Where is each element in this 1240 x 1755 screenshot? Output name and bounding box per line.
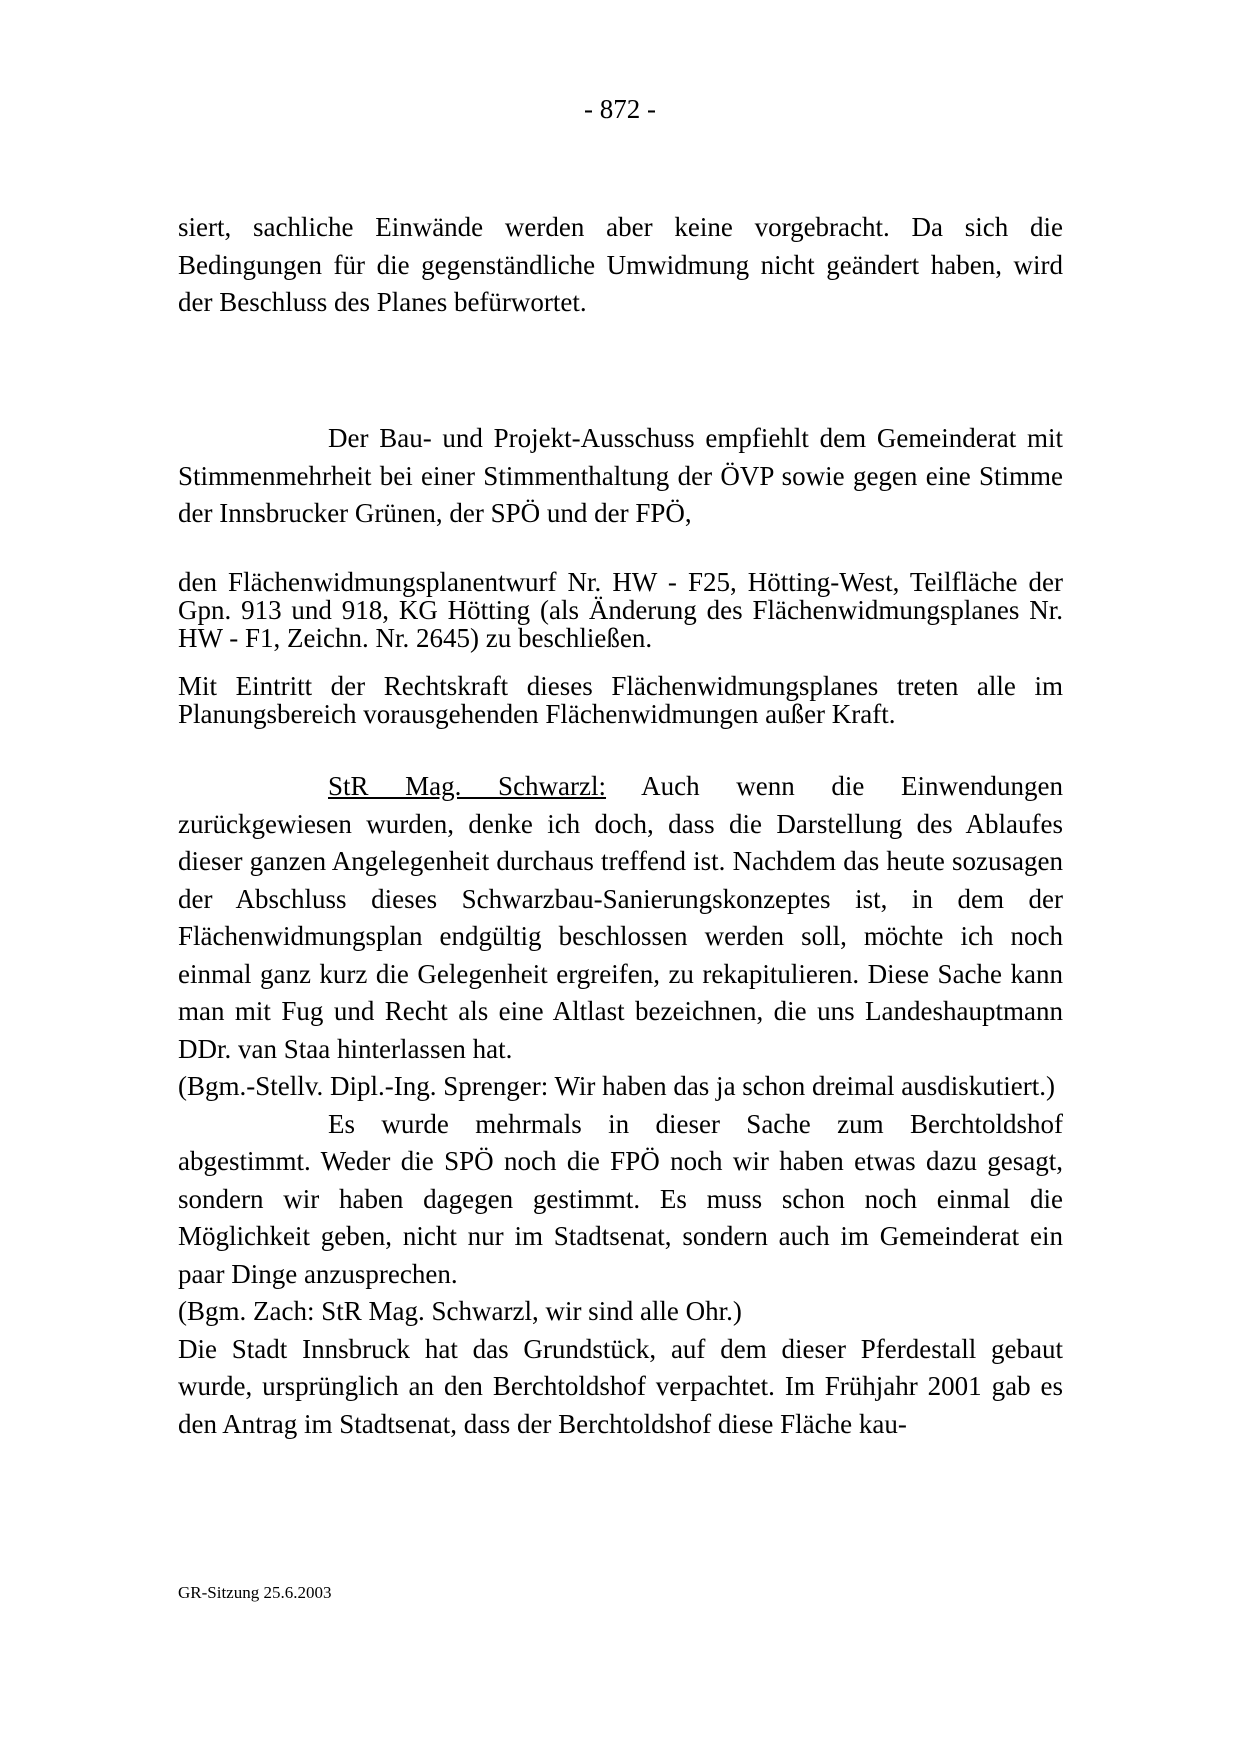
paragraph-committee-recommendation: Der Bau- und Projekt-Ausschuss empfiehlt dem Gemeinderat mit Stimmenmehrheit bei einer Stimmenthaltung der ÖVP sowie gegen eine Stimme der Innsbrucker Grünen, der SPÖ und der FPÖ,: [178, 423, 1063, 528]
interjection-zach: (Bgm. Zach: StR Mag. Schwarzl, wir sind alle Ohr.): [178, 1296, 742, 1326]
interjection-sprenger: (Bgm.-Stellv. Dipl.-Ing. Sprenger: Wir haben das ja schon dreimal ausdiskutiert.): [178, 1071, 1055, 1101]
speech-section: [178, 768, 1063, 1443]
speaker-name: StR Mag. Schwarzl:: [328, 771, 607, 801]
paragraph-motion-text: den Flächenwidmungsplanentwurf Nr. HW - F25, Hötting-West, Teilfläche der Gpn. 913 und 918, KG Hötting (als Änderung des Flächenwidmungsplanes Nr. HW - F1, Zeichn. Nr. 2645) zu beschließen.: [178, 567, 1063, 653]
page-number: - 872 -: [584, 94, 656, 124]
paragraph-committee-report-end: siert, sachliche Einwände werden aber keine vorgebracht. Da sich die Bedingungen für die gegenständliche Umwidmung nicht geändert haben, wird der Beschluss des Planes befürwortet.: [178, 212, 1063, 317]
paragraph-speech-history: Die Stadt Innsbruck hat das Grundstück, auf dem dieser Pferdestall gebaut wurde, ursprünglich an den Berchtoldshof verpachtet. Im Frühjahr 2001 gab es den Antrag im Stadtsenat, dass der Berchtoldshof diese Fläche kau-: [178, 1333, 1063, 1439]
footer-session-date: GR-Sitzung 25.6.2003: [178, 1583, 332, 1602]
paragraph-legal-effect: Mit Eintritt der Rechtskraft dieses Flächenwidmungsplanes treten alle im Planungsbereich vorausgehenden Flächenwidmungen außer Kraft.: [178, 671, 1063, 729]
speech-text: Auch wenn die Einwendungen zurückgewiesen wurden, denke ich doch, dass die Darstellung des Ablaufes dieser ganzen Angelegenheit durchaus treffend ist. Nachdem das heute sozusagen der Abschluss dieses Schwarzbau-Sanierungskonzeptes ist, in dem der Flächenwidmungsplan endgültig beschlossen werden soll, möchte ich noch einmal ganz kurz die Gelegenheit ergreifen, zu rekapitulieren. Diese Sache kann man mit Fug und Recht als eine Altlast bezeichnen, die uns Landeshauptmann DDr. van Staa hinterlassen hat.: [178, 771, 1063, 1064]
paragraph-speech-schwarzl: [178, 768, 1063, 1068]
paragraph-speech-continued: Es wurde mehrmals in dieser Sache zum Berchtoldshof abgestimmt. Weder die SPÖ noch die FPÖ noch wir haben etwas dazu gesagt, sondern wir haben dagegen gestimmt. Es muss schon noch einmal die Möglichkeit geben, nicht nur im Stadtsenat, sondern auch im Gemeinderat ein paar Dinge anzusprechen.: [178, 1108, 1063, 1289]
